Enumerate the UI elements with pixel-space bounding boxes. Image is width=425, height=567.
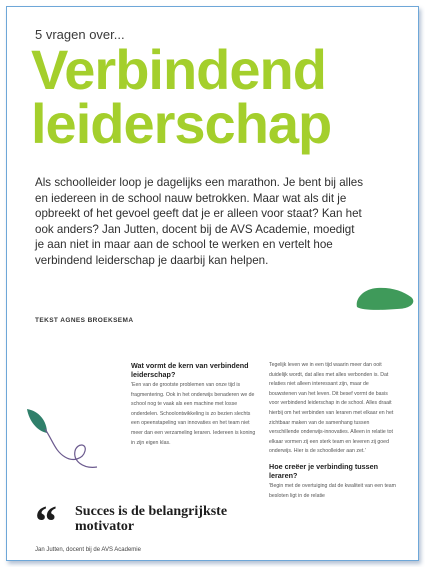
answer-text-1-continued: Tegelijk leven we in een tijd waarin meer dan ooit duidelijk wordt, dat alles met alles verbonden is. Dat relaties niet alleen interessant zijn, maar de bouwstenen van het leven. Dit besef vormt de basis voor verbindend leiderschap in de school. Alles draait hierbij om het verbinden van leraren met elkaar en het zichtbaar maken van de samenhang tussen verschillende onderwijs-innovaties. Alleen in relatie tot elkaar vormen zij een sterk team en leveren zij goed onderwijs. Hier is de schoolleider aan zet.' bbox=[269, 362, 394, 455]
magazine-page bbox=[6, 6, 419, 561]
pull-quote-text: Succes is de belangrijkste motivator bbox=[75, 504, 228, 534]
answer-text-2: 'Begin met de overtuiging dat de kwaliteit van een team besloten ligt in de relatie bbox=[269, 482, 397, 499]
green-blob-icon bbox=[353, 285, 417, 311]
article-title bbox=[31, 38, 332, 155]
question-heading-2: Hoe creëer je verbinding tussen leraren? bbox=[269, 461, 379, 480]
article-author: TEKST AGNES BROEKSEMA bbox=[35, 317, 134, 324]
question-heading-1: Wat vormt de kern van verbindend leiderschap? bbox=[131, 361, 249, 379]
quote-mark-icon: “ bbox=[35, 497, 57, 546]
title-line-2: leiderschap bbox=[31, 92, 332, 155]
leaf-sketch-icon bbox=[25, 407, 105, 477]
article-lead: Als schoolleider loop je dagelijks een marathon. Je bent bij alles en iedereen in de school nauw betrokken. Maar wat als dit je opbreekt of het gevoel geeft dat je er alleen voor staat? Kan het ook anders? Jan Jutten, docent bij de AVS Academie, moedigt je aan niet in maar aan de school te werken en vertelt hoe verbindend leiderschap je daarbij kan helpen. bbox=[35, 176, 364, 267]
column-a bbox=[131, 361, 259, 448]
column-b bbox=[269, 361, 397, 501]
title-line-1: Verbindend bbox=[31, 38, 326, 101]
article-kicker: 5 vragen over... bbox=[35, 27, 125, 42]
pull-quote-source: Jan Jutten, docent bij de AVS Academie bbox=[35, 547, 141, 553]
answer-text-1: 'Een van de grootste problemen van onze tijd is fragmentering. Ook in het onderwijs benaderen we de school nog te vaak als een machine met losse onderdelen. Schoolontwikkeling is zo bezien slechts een opeenstapeling van innovaties en het team niet meer dan een verzameling leraren. Iedereen is koning in zijn eigen klas. bbox=[131, 382, 256, 446]
